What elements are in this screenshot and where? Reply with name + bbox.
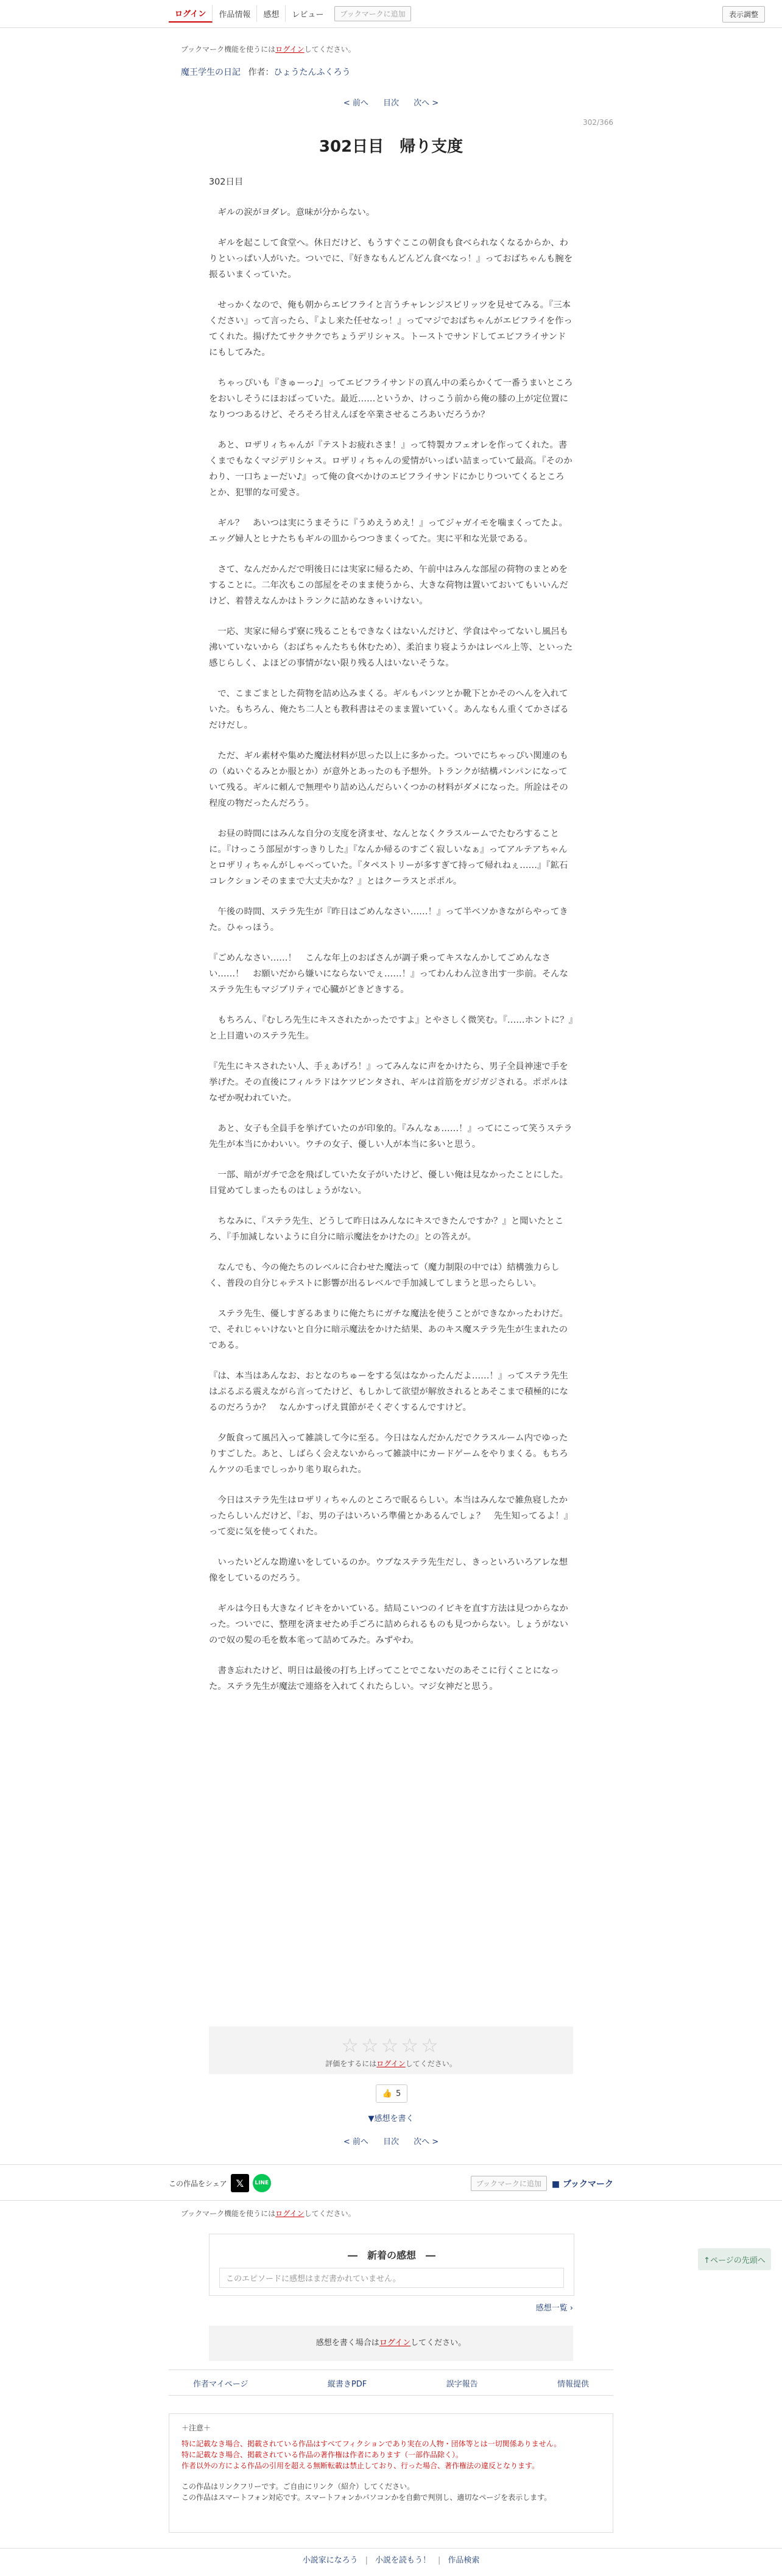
body-paragraph: 午後の時間、ステラ先生が『昨日はごめんなさい……！』って半ベソかきながらやってきた。ひゃっほう。 — [209, 907, 568, 933]
bookmark-notice-bottom — [181, 2208, 356, 2218]
notice-login-link[interactable]: ログイン — [275, 45, 305, 54]
new-reviews-box — [209, 2234, 574, 2296]
caution-heading: ＋注意＋ — [181, 2424, 211, 2432]
yomou-link[interactable]: 小説を読もう！ — [375, 2556, 431, 2565]
chapter-subtitle: 302日目 — [209, 177, 244, 187]
rating-login-link[interactable]: ログイン — [376, 2059, 406, 2068]
body-paragraph: ちなみに、『ステラ先生、どうして昨日はみんなにキスできたんですか？』と聞いたところ、『手加減しないように自分に暗示魔法をかけたの』との答えが。 — [209, 1216, 564, 1242]
login-link[interactable]: ログイン — [169, 5, 213, 23]
author-mypage-link[interactable]: 作者マイページ — [193, 2380, 248, 2389]
info-provide-link[interactable]: 情報提供 — [557, 2380, 589, 2389]
like-count: 5 — [395, 2089, 401, 2098]
caution-line: 作者以外の方による作品の引用を超える無断転載は禁止しており、行った場合、著作権法の違反となります。 — [181, 2461, 540, 2470]
body-paragraph: 書き忘れたけど、明日は最後の打ち上げってことでこないだのあそこに行くことになった。ステラ先生が魔法で連絡を入れてくれたらしい。マジ女神だと思う。 — [209, 1666, 559, 1692]
thumbs-up-icon: 👍 — [382, 2089, 392, 2098]
typo-report-link[interactable]: 誤字報告 — [446, 2380, 478, 2389]
body-paragraph: 『は、本当はあんなお、おとなのちゅーをする気はなかったんだよ……！』ってステラ先生はぷるぷる震えながら言ってたけど、もしかして欲望が解放されるとあそこまで積極的になるのだろうか？ なんかすっげえ貫節がそくぞくするんですけど。 — [209, 1371, 569, 1413]
divider — [0, 2200, 782, 2201]
rating-msg-before: 評価をするには — [325, 2059, 377, 2068]
share-bookmark-area — [466, 2176, 613, 2191]
chapter-title: 302日目 帰り支度 — [319, 138, 463, 156]
bookmark-add-button-top[interactable]: ブックマークに追加 — [334, 6, 410, 21]
body-paragraph: せっかくなので、俺も朝からエビフライと言うチャレンジスピリッツを見せてみる。『三本ください』って言ったら、『よし来た任せなっ！』ってマジでおばちゃんがエビフライを作ってくれた。揚げたてサクサクでちょうデリシャス。トーストでサンドしてエビフライサンドにもしてみた。 — [209, 300, 572, 358]
narou-link[interactable]: 小説家になろう — [302, 2556, 358, 2565]
next-link[interactable]: 次へ > — [414, 99, 439, 108]
body-paragraph: 『ごめんなさい……！ こんな年上のおばさんが調子乗ってキスなんかしてごめんなさい……！ お願いだから嫌いにならないでぇ……！』ってわんわん泣き出す一歩前。そんなステラ先生もマジプリティで心臓がどきどきする。 — [209, 953, 569, 995]
notice-before: ブックマーク機能を使うには — [181, 2209, 276, 2218]
rating-box — [209, 2027, 573, 2074]
toc-link[interactable]: 目次 — [382, 2137, 399, 2147]
chapter-body — [209, 174, 573, 1709]
series-info — [181, 66, 350, 78]
caution-box — [169, 2413, 613, 2533]
write-login-link[interactable]: ログイン — [379, 2338, 411, 2348]
notice-after: してください。 — [304, 2209, 356, 2218]
notice-login-link[interactable]: ログイン — [275, 2209, 305, 2218]
nav-work-info[interactable]: 作品情報 — [213, 5, 257, 22]
notice-before: ブックマーク機能を使うには — [181, 45, 276, 54]
body-paragraph: あと、ロザリィちゃんが『テストお疲れさま！』って特製カフェオレを作ってくれた。書くまでもなくマジデリシャス。ロザリィちゃんの愛情がいっぱい詰まっていて最高。『そのかわり、一口ちょーだい♪』って俺の食べかけのエビフライサンドにかじりついてくるところとか、犯罪的な可愛さ。 — [209, 440, 572, 498]
footer-links — [169, 2377, 613, 2389]
bottom-bar — [0, 2548, 782, 2576]
divider — [0, 2164, 782, 2165]
rating-stars[interactable] — [209, 2034, 573, 2057]
display-settings-button[interactable]: 表示調整 — [722, 6, 765, 23]
body-paragraph: で、こまごまとした荷物を詰め込みまくる。ギルもパンツとか靴下とかそのへんを入れていた。もちろん、俺たち二人とも教科書はそのまま置いていく。あんなもん重くてかさばるだけだし。 — [209, 689, 569, 730]
caution-note: この作品はスマートフォン対応です。スマートフォンかパソコンかを自動で判別し、適切なページを表示します。 — [181, 2493, 552, 2502]
body-paragraph: お昼の時間にはみんな自分の支度を済ませ、なんとなくクラスルームでたむろすることに。『けっこう部屋がすっきりした』『なんか帰るのすごく寂しいなぁ』ってアルテアちゃんとロザリィちゃんがしゃべっていた。『タペストリーが多すぎて持って帰れねぇ……』『鉱石コレクションそのままで大丈夫かな？』とはクーラスとポポル。 — [209, 829, 568, 886]
body-paragraph: ギルを起こして食堂へ。休日だけど、もうすぐここの朝食も食べられなくなるからか、わりといっぱい人がいた。ついでに、『好きなもんどんどん食べなっ！』っておばちゃんも腕を振るいまくっていた。 — [209, 238, 573, 280]
notice-after: してください。 — [304, 45, 356, 54]
body-paragraph: ただ、ギル素材や集めた魔法材料が思った以上に多かった。ついでにちゃっぴい関連のもの（ぬいぐるみとか服とか）が意外とあったのも予想外。トランクが結構パンパンになっていて残る。ギルに頼んで無理やり詰め込んだらいくつかの材料がダメになった。所詮はその程度の物だったんだろう。 — [209, 751, 568, 808]
write-review-box — [209, 2326, 573, 2361]
body-paragraph: ギルの涙がヨダレ。意味が分からない。 — [209, 208, 375, 217]
bookmark-label: ブックマーク — [562, 2179, 613, 2189]
page-top-button[interactable]: ↑ページの先頭へ — [698, 2248, 771, 2270]
episode-counter: 302/366 — [583, 118, 613, 127]
body-paragraph: 一応、実家に帰らず寮に残ることもできなくはないんだけど、学食はやってないし風呂も沸いていないから（おばちゃんたちも休むため）、柔泊まり寝ようかはレベル上等、といった感じらしく、よほどの事情がない限り残る人はいないそうな。 — [209, 627, 573, 668]
body-paragraph: ちゃっぴいも『きゅーっ♪』ってエビフライサンドの真ん中の柔らかくて一番うまいところをおいしそうにほおばっていた。最近……というか、けっこう前から俺の膝の上が定位置になりつつあるけど、そろそろ甘えんぼを卒業させるころあいだろうか？ — [209, 378, 573, 420]
body-paragraph: さて、なんだかんだで明後日には実家に帰るため、午前中はみんな部屋の荷物のまとめをすることに。二年次もこの部屋をそのまま使うから、大きな荷物は置いておいてもいいんだけど、着替えなんかはトランクに詰めなきゃいけない。 — [209, 565, 569, 606]
share-label: この作品をシェア — [169, 2179, 227, 2188]
top-nav — [169, 5, 411, 23]
caution-note: この作品はリンクフリーです。ご自由にリンク（紹介）してください。 — [181, 2482, 415, 2491]
x-share-icon[interactable]: 𝕏 — [231, 2174, 249, 2192]
body-paragraph: ステラ先生、優しすぎるあまりに俺たちにガチな魔法を使うことができなかったわけだ。で、それじゃいけないと自分に暗示魔法をかけた結果、あのキス魔ステラ先生が生まれたのである。 — [209, 1309, 568, 1350]
body-paragraph: いったいどんな勘違いをしているのか。ウブなステラ先生だし、きっといろいろアレな想像をしているのだろう。 — [209, 1558, 568, 1583]
bookmark-add-button-bottom[interactable]: ブックマークに追加 — [471, 2176, 547, 2191]
body-paragraph: 『先生にキスされたい人、手ぇあげろ！』ってみんなに声をかけたら、男子全員神速で手を挙げた。その直後にフィルラドはケツピンタされ、ギルは首筋をガジガジされる。ポポルはなぜか呪われていた。 — [209, 1062, 568, 1103]
pager-top — [0, 96, 782, 108]
body-paragraph: もちろん、『むしろ先生にキスされたかったですよ』とやさしく微笑む。『……ホントに？』と上目遣いのステラ先生。 — [209, 1015, 573, 1041]
series-title-link[interactable]: 魔王学生の日記 — [181, 68, 241, 77]
body-paragraph: なんでも、今の俺たちのレベルに合わせた魔法って（魔力制限の中では）結構強力らしく、普段の自分じゃテストに影響が出るレベルで手加減してしまうと思ったらしい。 — [209, 1263, 560, 1288]
body-paragraph: 夕飯食って風呂入って雑談して今に至る。今日はなんだかんだでクラスルーム内でゆったりすごした。あと、しばらく会えないからって雑談中にカードゲームをやりまくる。もちろんケツの毛までしっかり毟り取られた。 — [209, 1433, 568, 1475]
caution-line: 特に記載なき場合、掲載されている作品はすべてフィクションであり実在の人物・団体等とは一切関係ありません。 — [181, 2440, 562, 2448]
divider — [169, 2395, 613, 2396]
like-button[interactable] — [376, 2084, 407, 2103]
toc-link[interactable]: 目次 — [382, 99, 399, 108]
bookmark-button[interactable]: ■ ブックマーク — [551, 2179, 613, 2189]
nav-review-posts[interactable]: レビュー — [292, 10, 324, 19]
star-icon[interactable]: ☆ — [381, 2034, 401, 2057]
star-icon[interactable]: ☆ — [401, 2034, 421, 2057]
write-after: してください。 — [410, 2338, 467, 2348]
author-label: 作者： — [248, 68, 274, 77]
body-paragraph: あと、女子も全員手を挙げていたのが印象的。『みんなぁ……！』ってにこって笑うステラ先生が本当にかわいい。ウチの女子、優しい人が本当に多いと思う。 — [209, 1124, 572, 1149]
write-review-toggle[interactable]: ▼感想を書く — [368, 2114, 414, 2123]
write-before: 感想を書く場合は — [315, 2338, 379, 2348]
caution-line: 特に記載なき場合、掲載されている作品の著作権は作者にあります（一部作品除く）。 — [181, 2451, 463, 2459]
body-paragraph: ギルは今日も大きなイビキをかいている。結局こいつのイビキを直す方法は見つからなかった。ついでに、整理を済ませため手ごろに詰められるものも見つからない。しょうがないので奴の髪の毛を数本毟って詰めてみた。みずやわ。 — [209, 1604, 569, 1645]
nav-reviews[interactable]: 感想 — [257, 5, 286, 22]
body-paragraph: ギル？ あいつは実にうまそうに『うめえうめえ！』ってジャガイモを噛まくってたよ。エッグ婦人とヒナたちもギルの皿からつつきまくってた。実に平和な光景である。 — [209, 518, 568, 544]
line-share-icon[interactable]: LINE — [253, 2174, 271, 2192]
next-link[interactable]: 次へ > — [414, 2137, 439, 2147]
bookmark-notice — [181, 44, 356, 54]
no-reviews-message: このエピソードに感想はまだ書かれていません。 — [219, 2268, 564, 2288]
search-link[interactable]: 作品検索 — [448, 2556, 480, 2565]
new-reviews-title: ― 新着の感想 ― — [347, 2250, 435, 2261]
separator: | — [365, 2556, 368, 2565]
prev-link[interactable]: < 前へ — [343, 2137, 368, 2147]
share-bar — [169, 2174, 271, 2192]
author-link[interactable]: ひょうたんふくろう — [273, 68, 351, 77]
rating-message — [209, 2058, 573, 2069]
prev-link[interactable]: < 前へ — [343, 99, 368, 108]
review-list-link[interactable]: 感想一覧 › — [535, 2304, 573, 2313]
pager-bottom — [0, 2135, 782, 2147]
rating-msg-after: してください。 — [405, 2059, 457, 2068]
star-icon[interactable]: ☆ — [361, 2034, 381, 2057]
top-bar — [0, 0, 782, 28]
star-icon[interactable]: ☆ — [421, 2034, 441, 2057]
separator: | — [438, 2556, 441, 2565]
star-icon[interactable]: ☆ — [341, 2034, 361, 2057]
body-paragraph: 今日はステラ先生はロザリィちゃんのところで眠るらしい。本当はみんなで雑魚寝したかったらしいんだけど、『お、男の子はいろいろ準備とかあるんでしょ？ 先生知ってるよ！』って変に気を使ってくれた。 — [209, 1495, 573, 1537]
vertical-pdf-link[interactable]: 縦書きPDF — [327, 2380, 367, 2389]
body-paragraph: 一部、暗がガチで念を飛ばしていた女子がいたけど、優しい俺は見なかったことにした。目覚めてしまったものはしょうがない。 — [209, 1170, 569, 1196]
